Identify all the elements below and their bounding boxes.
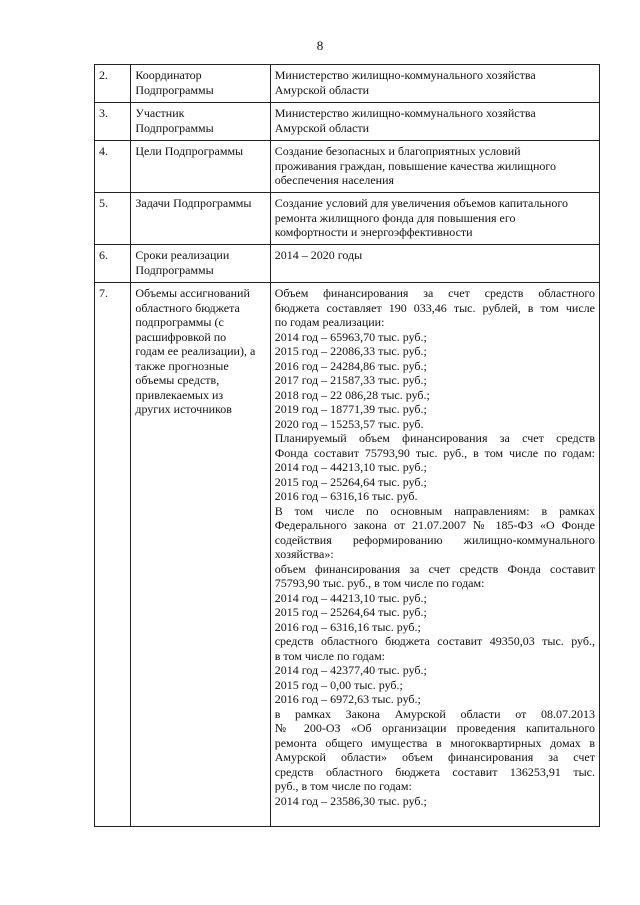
value-line: 2019 год – 18771,39 тыс. руб.;	[274, 402, 427, 416]
value-line: Объем финансирования за счет средств областного	[274, 286, 595, 300]
value-line: средств областного бюджета составит 49350,03 тыс. руб.,	[274, 634, 595, 648]
label-line: Задачи Подпрограммы	[135, 196, 252, 210]
row-label	[131, 65, 270, 103]
row-label	[131, 283, 270, 827]
value-line: комфортности и энергоэффективности	[274, 225, 473, 239]
row-number: 7.	[95, 283, 131, 827]
value-line: хозяйства»:	[274, 547, 334, 561]
row-value	[270, 283, 599, 827]
value-line: 2015 год – 25264,64 тыс. руб.;	[274, 605, 427, 619]
row-value	[270, 141, 599, 193]
row-number: 2.	[95, 65, 131, 103]
value-line: в рамках Закона Амурской области от 08.07.2013	[274, 706, 595, 721]
value-line: 2020 год – 15253,57 тыс. руб.	[274, 416, 424, 431]
value-line: Министерство жилищно-коммунального хозяйства	[274, 68, 536, 82]
label-line: Участник	[135, 106, 185, 120]
value-line: Создание условий для увеличения объемов капитального	[274, 196, 568, 210]
label-line: годам ее реализации), а	[135, 344, 256, 358]
value-line: проживания граждан, повышение качества жилищного	[274, 158, 557, 173]
row-number: 5.	[95, 193, 131, 245]
table-row	[95, 65, 600, 103]
label-line: подпрограммы (с	[135, 315, 224, 329]
page-number: 8	[316, 38, 324, 53]
value-line: ремонта общего имущества в многоквартирных домах в	[274, 735, 595, 750]
label-line: Объемы ассигнований	[135, 286, 250, 300]
value-line: № 200-ОЗ «Об организации проведения капитального	[274, 721, 595, 735]
row-value	[270, 103, 599, 141]
value-line: 2015 год – 25264,64 тыс. руб.;	[274, 474, 427, 489]
label-line: Подпрограммы	[135, 82, 214, 97]
table-row	[95, 193, 600, 245]
label-line: расшифровкой по	[135, 329, 227, 344]
value-line: 2014 год – 44213,10 тыс. руб.;	[274, 460, 427, 474]
row-label	[131, 245, 270, 283]
value-line: 2015 год – 22086,33 тыс. руб.;	[274, 344, 427, 358]
value-line: объем финансирования за счет средств Фонда составит	[274, 561, 595, 576]
value-line: Создание безопасных и благоприятных условий	[274, 144, 521, 158]
row-label	[131, 103, 270, 141]
label-line: привлекаемых из	[135, 387, 224, 402]
value-line: Амурской области	[274, 120, 370, 135]
row-number: 6.	[95, 245, 131, 283]
value-line: обеспечения населения	[274, 173, 395, 187]
value-line: 2014 год – 44213,10 тыс. руб.;	[274, 590, 427, 605]
value-line: 75793,90 тыс. руб., в том числе по годам:	[274, 576, 485, 590]
value-line: В том числе по основным направлениям: в рамках	[274, 503, 595, 518]
label-line: других источников	[135, 402, 232, 416]
value-line: Фонда составит 75793,90 тыс. руб., в том числе по годам:	[274, 445, 595, 460]
row-value	[270, 245, 599, 283]
row-value	[270, 65, 599, 103]
value-line: по годам реализации:	[274, 315, 385, 329]
row-number: 3.	[95, 103, 131, 141]
value-line: в том числе по годам:	[274, 648, 386, 663]
value-line: 2016 год – 6316,16 тыс. руб.;	[274, 619, 421, 634]
value-line: 2014 год – 23586,30 тыс. руб.;	[274, 793, 427, 808]
table-row	[95, 245, 600, 283]
value-line: руб., в том числе по годам:	[274, 779, 412, 793]
value-line: Амурской области	[274, 82, 370, 97]
row-number: 4.	[95, 141, 131, 193]
value-line: Амурской области» объем финансирования за счет	[274, 750, 595, 764]
table-row	[95, 103, 600, 141]
value-line: Федерального закона от 21.07.2007 № 185-ФЗ «О Фонде	[274, 518, 595, 532]
label-line: объемы средств,	[135, 373, 220, 387]
value-line: 2018 год – 22 086,28 тыс. руб.;	[274, 387, 430, 402]
value-line: 2014 год – 65963,70 тыс. руб.;	[274, 329, 427, 344]
value-line: бюджета составляет 190 033,46 тыс. рублей, в том числе	[274, 300, 595, 315]
value-line: 2014 – 2020 годы	[274, 248, 363, 262]
value-line: 2016 год – 6972,63 тыс. руб.;	[274, 692, 421, 706]
label-line: Подпрограммы	[135, 262, 214, 277]
value-line: средств областного бюджета составит 136253,91 тыс.	[274, 764, 595, 779]
row-label	[131, 193, 270, 245]
label-line: областного бюджета	[135, 300, 240, 315]
value-line: 2016 год – 24284,86 тыс. руб.;	[274, 358, 427, 373]
value-line: ремонта жилищного фонда для повышения его	[274, 210, 516, 225]
table-row	[95, 141, 600, 193]
value-line: 2017 год – 21587,33 тыс. руб.;	[274, 373, 427, 387]
table-row	[95, 283, 600, 827]
value-line: Планируемый объем финансирования за счет средств	[274, 431, 595, 445]
label-line: Координатор	[135, 68, 202, 82]
row-value	[270, 193, 599, 245]
label-line: Сроки реализации	[135, 248, 230, 262]
label-line: Цели Подпрограммы	[135, 144, 244, 158]
passport-table	[94, 64, 600, 827]
value-line: Министерство жилищно-коммунального хозяйства	[274, 106, 536, 120]
label-line: Подпрограммы	[135, 120, 214, 135]
row-label	[131, 141, 270, 193]
value-line: 2015 год – 0,00 тыс. руб.;	[274, 677, 403, 692]
value-line: содействия реформированию жилищно-коммунального	[274, 532, 595, 547]
value-line: 2016 год – 6316,16 тыс. руб.	[274, 489, 418, 503]
value-line: 2014 год – 42377,40 тыс. руб.;	[274, 663, 427, 677]
label-line: также прогнозные	[135, 358, 229, 373]
